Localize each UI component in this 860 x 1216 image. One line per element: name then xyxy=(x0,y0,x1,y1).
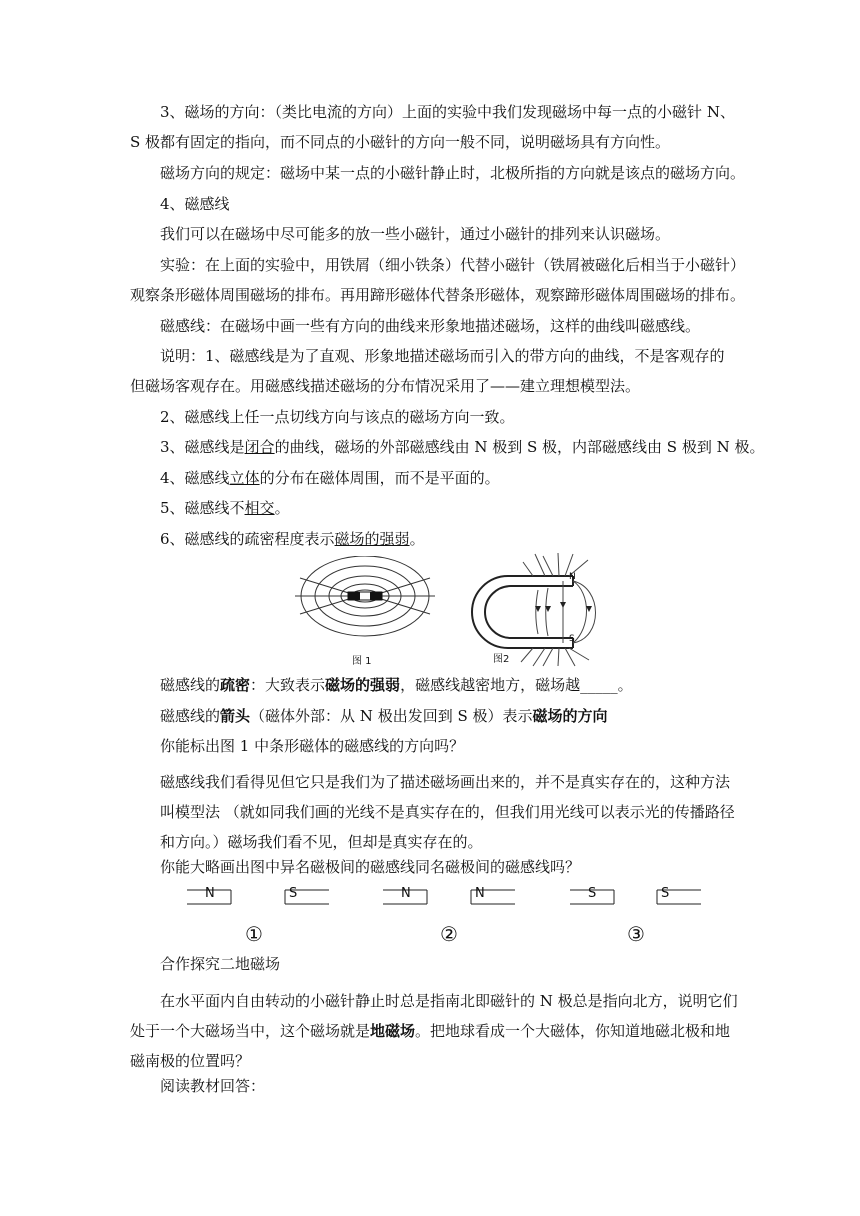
pair-number-1: ① xyxy=(245,922,263,946)
density-d: ，磁感线越密地方，磁场越 xyxy=(400,676,581,694)
point-3-b: 的曲线，磁场的外部磁感线由 N 极到 S 极，内部磁感线由 S 极到 N 极。 xyxy=(274,438,765,456)
point-4-underline: 立体 xyxy=(229,469,260,487)
density-bold-1: 疏密 xyxy=(220,676,251,694)
density-blank[interactable]: _____ xyxy=(580,676,618,694)
arrow-bold-1: 箭头 xyxy=(220,707,251,725)
point-5-underline: 相交 xyxy=(244,499,275,517)
magnet-5-label: S xyxy=(588,886,597,901)
point-5 xyxy=(160,499,770,518)
heading-geomagnetic: 合作探究二地磁场 xyxy=(160,955,281,973)
arrow-bold-2: 磁场的方向 xyxy=(532,707,608,725)
magnet-3-label: N xyxy=(401,886,411,901)
arrow-line xyxy=(160,707,770,726)
point-6-a: 6、磁感线的疏密程度表示 xyxy=(160,530,335,548)
point-3-a: 3、磁感线是 xyxy=(160,438,245,456)
point-5-a: 5、磁感线不 xyxy=(160,499,245,517)
geomagnetic-c: 。把地球看成一个大磁体，你知道地磁北极和地磁南极的位置吗？ xyxy=(130,1022,731,1070)
para-direction-1: 3、磁场的方向：（类比电流的方向）上面的实验中我们发现磁场中每一点的小磁针 N、 xyxy=(160,103,735,121)
magnet-6-label: S xyxy=(661,886,670,901)
figure-2-u-magnet xyxy=(463,548,603,668)
para-direction-2: S 极都有固定的指向，而不同点的小磁针的方向一般不同，说明磁场具有方向性。 xyxy=(130,133,671,151)
density-c: ：大致表示 xyxy=(250,676,326,694)
point-3 xyxy=(160,438,770,457)
figure-2-s-label: S xyxy=(569,634,575,644)
read-textbook: 阅读教材回答： xyxy=(160,1077,266,1095)
arrow-a: 磁感线的 xyxy=(160,707,221,725)
question-draw-lines: 你能大略画出图中异名磁极间的磁感线同名磁极间的磁感线吗？ xyxy=(160,858,581,876)
magnet-pairs xyxy=(185,886,705,956)
density-line xyxy=(160,676,770,695)
figure-1-bar-magnet xyxy=(290,556,440,668)
point-2: 2、磁感线上任一点切线方向与该点的磁场方向一致。 xyxy=(160,408,515,426)
figure-2-caption: 图2 xyxy=(493,654,510,665)
point-6 xyxy=(160,530,770,549)
point-6-b: 。 xyxy=(409,530,425,548)
pair-number-2: ② xyxy=(440,922,458,946)
heading-field-lines: 4、磁感线 xyxy=(160,195,230,213)
point-6-underline: 磁场的强弱 xyxy=(334,530,410,548)
geomagnetic-a: 在水平面内自由转动的小磁针静止时总是指南北即磁针的 N 极总是指向北方，说明它们处于一个大磁场当中，这个磁场就是 xyxy=(130,992,738,1040)
arrow-c: （磁体外部：从 N 极出发回到 S 极）表示 xyxy=(250,707,533,725)
para-compass: 我们可以在磁场中尽可能多的放一些小磁针，通过小磁针的排列来认识磁场。 xyxy=(160,225,671,243)
para-experiment-1: 实验：在上面的实验中，用铁屑（细小铁条）代替小磁针（铁屑被磁化后相当于小磁针） xyxy=(160,256,746,274)
para-direction-rule: 磁场方向的规定：磁场中某一点的小磁针静止时，北极所指的方向就是该点的磁场方向。 xyxy=(160,164,746,182)
para-experiment-2: 观察条形磁体周围磁场的排布。再用蹄形磁体代替条形磁体，观察蹄形磁体周围磁场的排布。 xyxy=(130,286,746,304)
point-4-b: 的分布在磁体周围，而不是平面的。 xyxy=(259,469,500,487)
pair-number-3: ③ xyxy=(627,922,645,946)
point-4-a: 4、磁感线 xyxy=(160,469,230,487)
figure-1-caption: 图 1 xyxy=(352,656,372,667)
geomagnetic-bold: 地磁场 xyxy=(370,1022,416,1040)
para-definition: 磁感线：在磁场中画一些有方向的曲线来形象地描述磁场，这样的曲线叫磁感线。 xyxy=(160,317,701,335)
magnet-2-label: S xyxy=(289,886,298,901)
magnet-4-label: N xyxy=(475,886,485,901)
density-bold-2: 磁场的强弱 xyxy=(325,676,401,694)
density-a: 磁感线的 xyxy=(160,676,221,694)
para-model-method: 磁感线我们看得见但它只是我们为了描述磁场画出来的，并不是真实存在的，这种方法叫模型法 （就如同我们画的光线不是真实存在的，但我们用光线可以表示光的传播路径和方向。）磁场我们看不见，但却是真实存在的。 xyxy=(160,773,735,851)
density-e: 。 xyxy=(617,676,633,694)
u-magnet-field-diagram xyxy=(463,548,603,668)
figure-2-n-label: N xyxy=(569,572,576,582)
point-3-underline: 闭合 xyxy=(244,438,275,456)
para-note-2: 但磁场客观存在。用磁感线描述磁场的分布情况采用了——建立理想模型法。 xyxy=(130,377,641,395)
question-figure-1: 你能标出图 1 中条形磁体的磁感线的方向吗？ xyxy=(160,737,465,755)
point-4 xyxy=(160,469,770,488)
para-note-1: 说明：1、磁感线是为了直观、形象地描述磁场而引入的带方向的曲线，不是客观存的 xyxy=(160,347,725,365)
point-5-b: 。 xyxy=(274,499,290,517)
para-geomagnetic xyxy=(130,986,740,1076)
magnet-1-label: N xyxy=(205,886,215,901)
